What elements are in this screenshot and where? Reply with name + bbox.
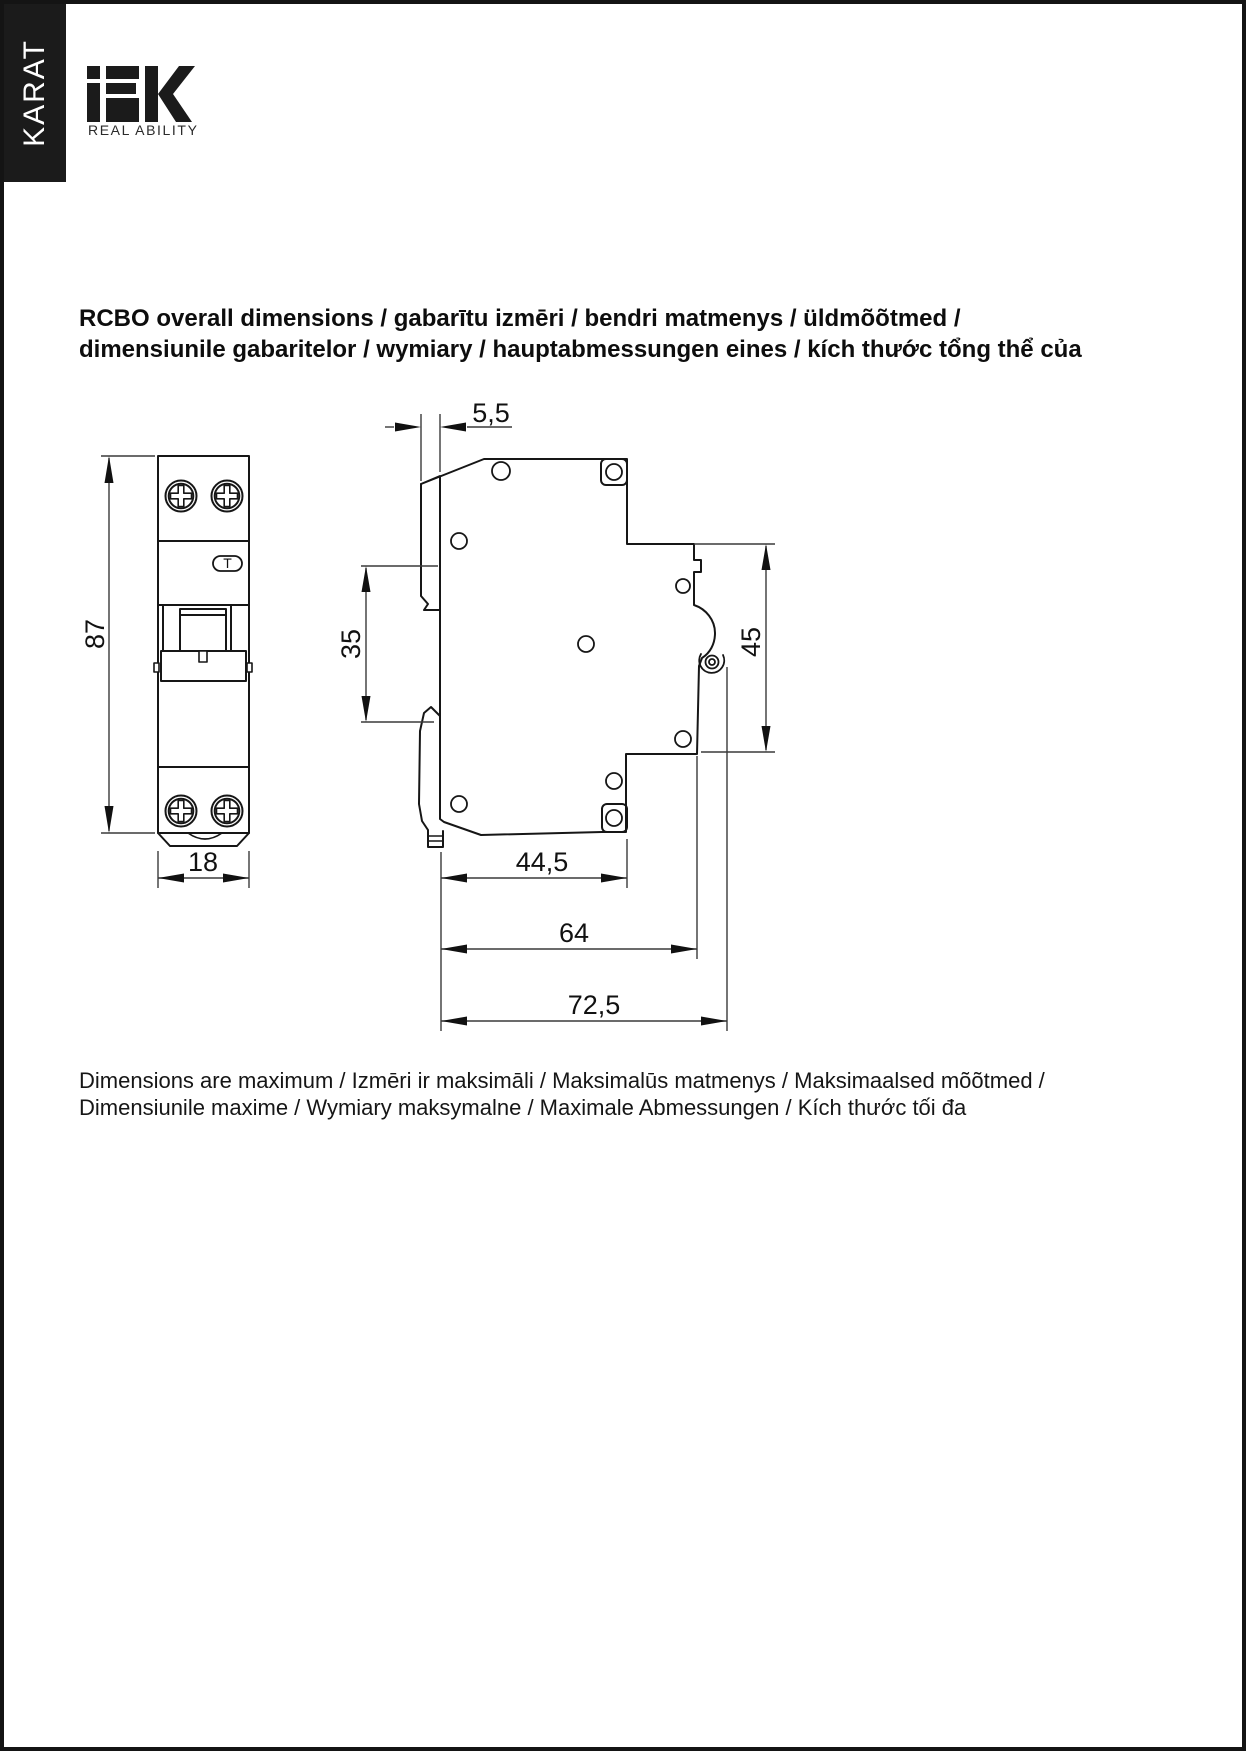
dim-18-label: 18	[187, 847, 219, 877]
dim-64	[441, 756, 697, 959]
dim-64-label: 64	[558, 918, 590, 948]
dim-18	[158, 847, 249, 888]
footnote-line-1: Dimensions are maximum / Izmēri ir maksimāli / Maksimalūs matmenys / Maksimaalsed mõõtmed /	[79, 1068, 1045, 1093]
dim-35	[336, 566, 438, 722]
footnote-line-2: Dimensiunile maxime / Wymiary maksymalne / Maximale Abmessungen / Kích thước tối đa	[79, 1095, 967, 1120]
side-view	[419, 459, 724, 847]
test-button-label: T	[223, 555, 232, 571]
test-button	[213, 555, 242, 571]
front-view	[154, 456, 252, 846]
screw-terminal-top-right	[212, 481, 243, 512]
breaker-side-body	[421, 459, 715, 835]
dim-35-label: 35	[336, 628, 366, 660]
karat-label: KARAT	[18, 39, 52, 147]
screw-terminal-bottom-left	[166, 796, 197, 827]
dim-87	[80, 456, 155, 833]
breaker-front-body	[158, 456, 249, 833]
logo-tagline: REAL ABILITY	[88, 122, 199, 138]
title-line-1: RCBO overall dimensions / gabarītu izmēri / bendri matmenys / üldmõõtmed /	[79, 305, 961, 332]
assembly-holes	[451, 462, 691, 826]
dimension-drawing	[4, 4, 1246, 1751]
dim-72-5	[441, 667, 727, 1031]
toggle-lever	[154, 605, 252, 681]
screw-terminal-top-left	[166, 481, 197, 512]
dim-45-label: 45	[736, 626, 766, 658]
din-lip	[421, 484, 439, 610]
dim-44-5-label: 44,5	[515, 847, 569, 877]
dim-45	[694, 544, 775, 752]
screw-recess-top	[601, 459, 627, 485]
screw-terminal-bottom-right	[212, 796, 243, 827]
dim-5-5-label: 5,5	[472, 398, 510, 428]
title-line-2: dimensiunile gabaritelor / wymiary / hauptabmessungen eines / kích thước tổng thể của	[79, 336, 1082, 363]
footnote	[79, 1067, 1139, 1121]
dim-87-label: 87	[80, 618, 110, 650]
dim-72-5-label: 72,5	[567, 990, 621, 1020]
